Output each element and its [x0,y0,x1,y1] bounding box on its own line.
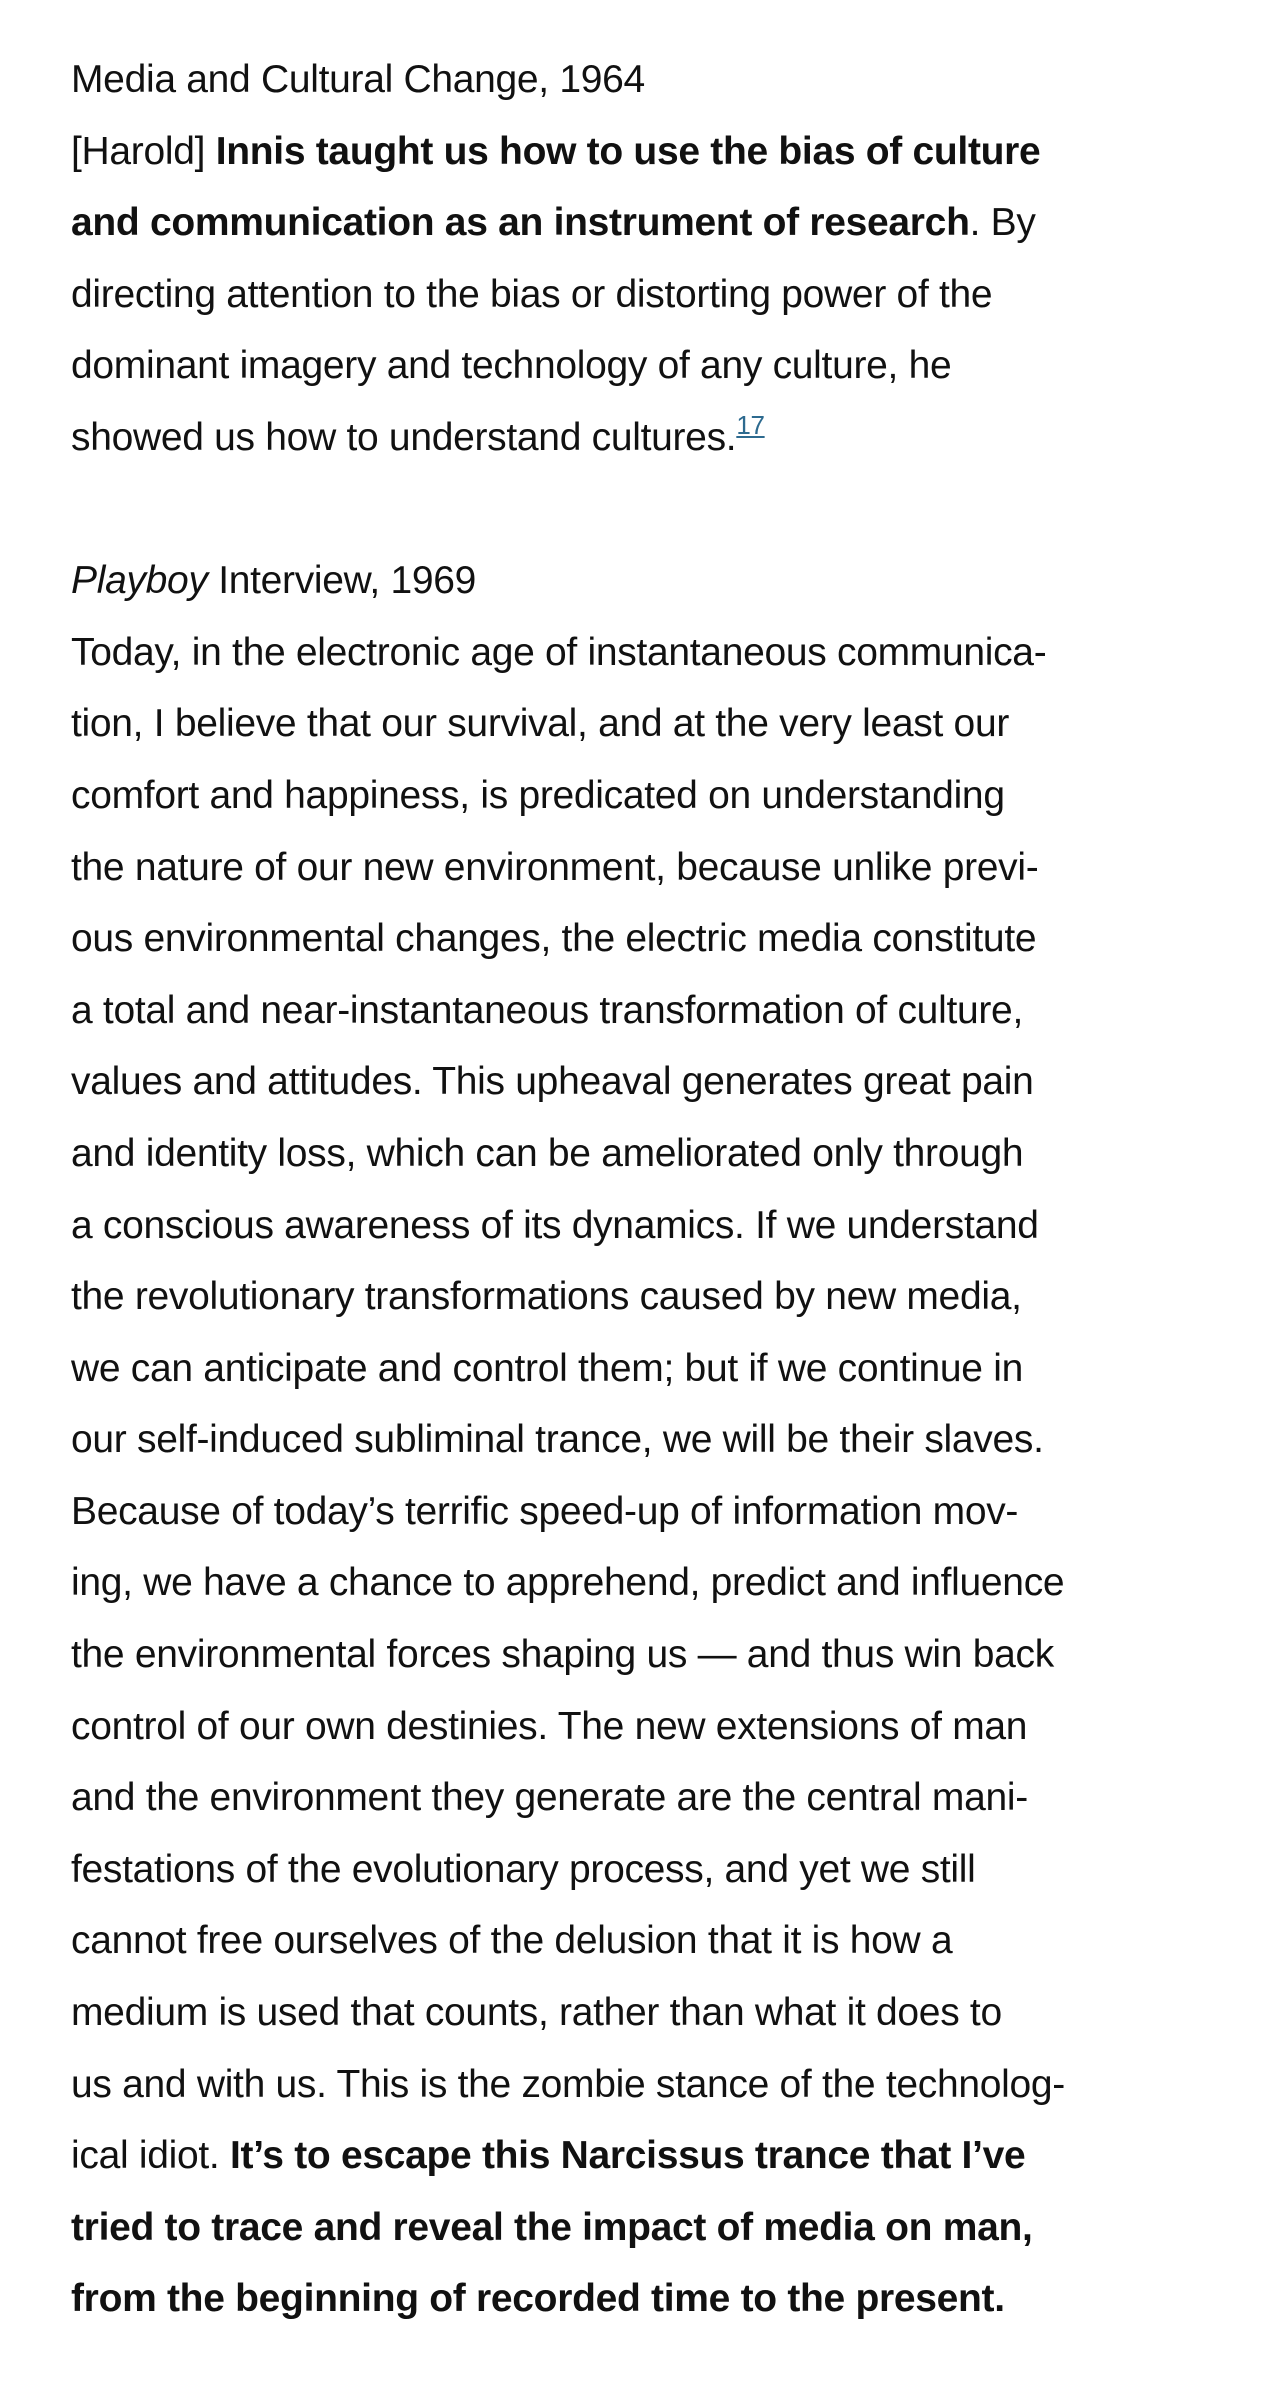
bold-text: and communication as an instrument of research [71,201,970,245]
quote-line [71,259,1251,331]
text-segment: ical idiot. [71,2134,230,2178]
quote-line [71,402,1251,474]
quote-line [71,688,1251,760]
bold-text: tried to trace and reveal the impact of media on man, [71,2205,1033,2249]
footnote-link[interactable]: 17 [736,409,765,440]
quote-line [71,2120,1251,2192]
text-segment: dominant imagery and technology of any culture, he [71,344,952,388]
text-segment: our self-induced subliminal trance, we will be their slaves. [71,1418,1044,1462]
quote-line [71,1261,1251,1333]
quote-line [71,2192,1251,2264]
quote-line [71,1691,1251,1763]
text-segment: ous environmental changes, the electric media constitute [71,917,1037,961]
quote-line [71,1834,1251,1906]
quote-line [71,1046,1251,1118]
text-segment: medium is used that counts, rather than what it does to [71,1991,1002,2035]
quote-line [71,1762,1251,1834]
quote-line [71,116,1251,188]
text-segment: control of our own destinies. The new extensions of man [71,1704,1028,1748]
text-segment: directing attention to the bias or distorting power of the [71,272,993,316]
text-segment: ing, we have a chance to apprehend, predict and influence [71,1561,1065,1605]
quote-line [71,760,1251,832]
text-segment: cannot free ourselves of the delusion that it is how a [71,1919,953,1963]
text-segment: the revolutionary transformations caused by new media, [71,1275,1022,1319]
quote-line [71,903,1251,975]
quote-line [71,2263,1251,2335]
text-segment: Today, in the electronic age of instantaneous communica- [71,630,1047,674]
text-segment: us and with us. This is the zombie stance of the technolog- [71,2062,1065,2106]
quote-line [71,1118,1251,1190]
text-segment: Interview, 1969 [207,559,477,603]
text-segment: a conscious awareness of its dynamics. If we understand [71,1203,1039,1247]
quote-line [71,2049,1251,2121]
document-body [71,44,1251,2335]
text-segment: . By [969,201,1036,245]
text-segment: we can anticipate and control them; but if we continue in [71,1346,1023,1390]
quote-line [71,617,1251,689]
quote-line [71,975,1251,1047]
quote-line [71,1476,1251,1548]
text-segment: [Harold] [71,129,216,173]
text-segment: festations of the evolutionary process, and yet we still [71,1847,976,1891]
text-segment: and the environment they generate are the central mani- [71,1776,1028,1820]
quote-line [71,330,1251,402]
text-segment: and identity loss, which can be ameliorated only through [71,1131,1024,1175]
quote-line [71,1977,1251,2049]
text-segment: showed us how to understand cultures. [71,415,737,459]
section-spacer [71,474,1251,546]
text-segment: values and attitudes. This upheaval generates great pain [71,1060,1034,1104]
text-segment: the nature of our new environment, because unlike previ- [71,845,1039,889]
quote-line [71,1547,1251,1619]
section-heading [71,44,1251,116]
bold-text: It’s to escape this Narcissus trance that I’ve [229,2134,1026,2178]
quote-line [71,832,1251,904]
quote-line [71,1905,1251,1977]
quote-line [71,1333,1251,1405]
text-segment: the environmental forces shaping us — and thus win back [71,1633,1054,1677]
italic-text: Playboy [71,559,208,603]
bold-text: from the beginning of recorded time to the present. [71,2277,1005,2321]
text-segment: Media and Cultural Change, 1964 [71,58,645,101]
section-heading [71,545,1251,617]
text-segment: tion, I believe that our survival, and at the very least our [71,702,1010,746]
quote-line [71,1619,1251,1691]
quote-line [71,187,1251,259]
quote-line [71,1404,1251,1476]
text-segment: a total and near-instantaneous transformation of culture, [71,988,1023,1032]
bold-text: Innis taught us how to use the bias of culture [215,129,1041,173]
quote-line [71,1190,1251,1262]
text-segment: Because of today’s terrific speed-up of information mov- [71,1489,1019,1533]
text-segment: comfort and happiness, is predicated on understanding [71,773,1005,817]
